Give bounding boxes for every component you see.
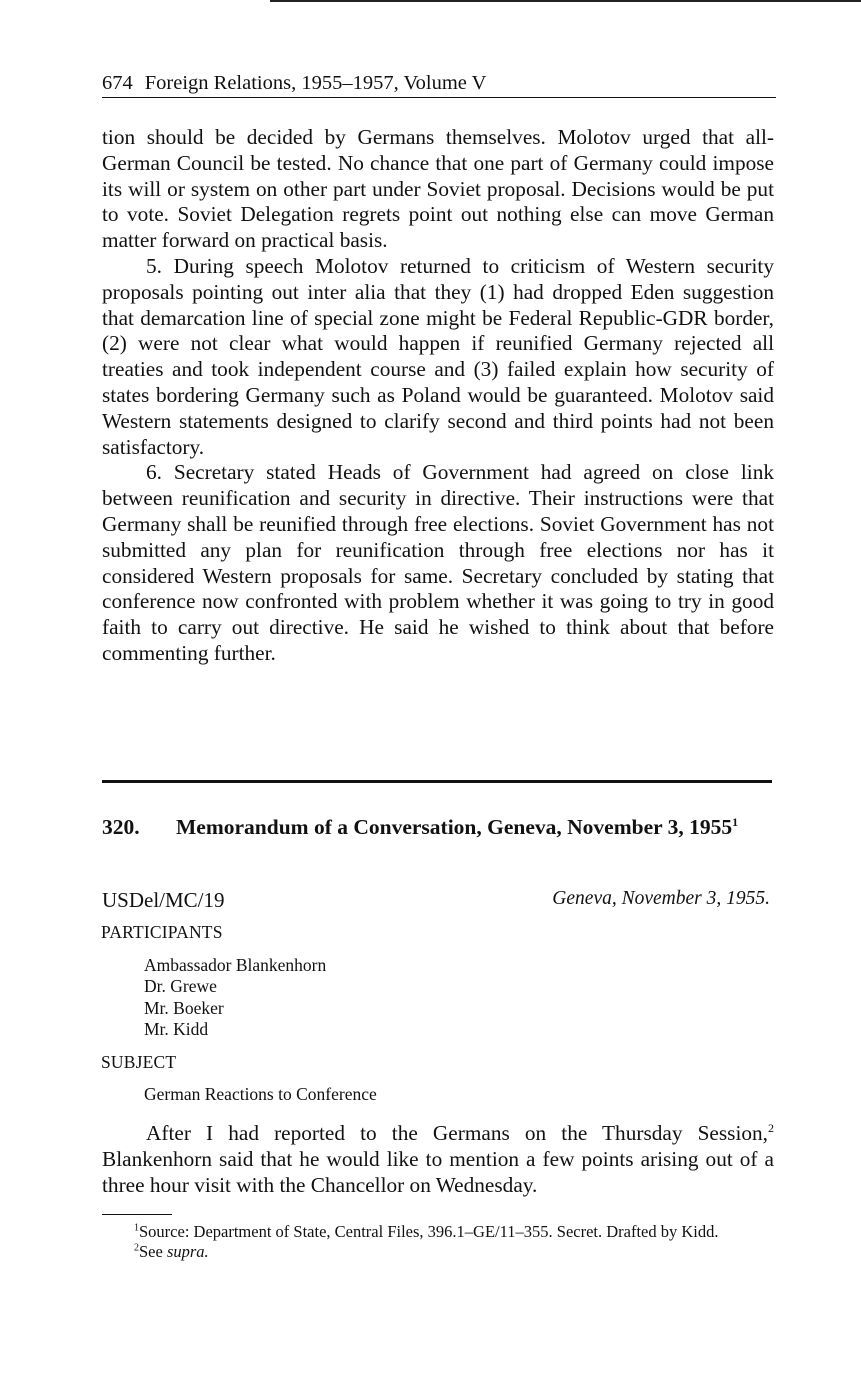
section-divider [102,780,772,783]
document-number: 320. [102,815,140,839]
subject-label: SUBJECT [101,1052,177,1072]
participant: Mr. Boeker [144,997,224,1018]
footnote-2: $^2$See supra. [134,1241,209,1261]
place-and-date: Geneva, November 3, 1955. [552,888,770,909]
footnotes [100,1222,770,1261]
document-heading [102,815,774,840]
subject-text: German Reactions to Conference [144,1084,377,1104]
footnote-ref-2: 2 [768,1120,774,1135]
participant: Dr. Grewe [144,976,217,997]
participant: Ambassador Blankenhorn [144,955,327,975]
document-reference: USDel/MC/19 [102,888,225,912]
participant: Mr. Kidd [144,1018,209,1039]
document-title: Memorandum of a Conversation, Geneva, November 3, 1955$^1$ [176,814,739,839]
running-head [102,70,776,98]
participants-list [144,955,326,1040]
page-number: 674 [102,72,133,94]
paragraph-continuation: tion should be decided by Germans themselves. Molotov urged that all-German Council be tested. No chance that one part of Germany could impose its will or system on other part under Soviet proposal. Decisions would be put to vote. Soviet Delegation regrets point out nothing else can move German matter forward on practical basis. [102,125,774,253]
memo-paragraph: After I had reported to the Germans on the Thursday Session,$^2$ Blankenhorn said that he would like to mention a few points arising out of a three hour visit with the Chancellor on Wednesday. [102,1120,774,1197]
volume-title: Foreign Relations, 1955–1957, Volume V [144,72,487,94]
body-text [102,125,774,667]
footnote-rule [102,1214,172,1215]
top-border-line [270,0,861,2]
paragraph-5: 5. During speech Molotov returned to criticism of Western security proposals pointing out inter alia that they (1) had dropped Eden suggestion that demarcation line of special zone might be Federal Republic-GDR border, (2) were not clear what would happen if reunified Germany rejected all treaties and took independent course and (3) failed explain how security of states bordering Germany such as Poland would be guaranteed. Molotov said Western statements designed to clarify second and third points had not been satisfactory. [102,253,774,459]
footnote-1: $^1$Source: Department of State, Central Files, 396.1–GE/11–355. Secret. Drafted by Kidd. [134,1222,719,1241]
document-reference-line [102,888,770,913]
participants-label: PARTICIPANTS [101,922,223,942]
paragraph-6: 6. Secretary stated Heads of Government had agreed on close link between reunification and security in directive. Their instructions were that Germany shall be reunified through free elections. Soviet Government has not submitted any plan for reunification through free elections nor has it considered Western proposals for same. Secretary concluded by stating that conference now confronted with problem whether it was going to try in good faith to carry out directive. He said he wished to think about that before commenting further. [102,460,774,665]
footnote-ref-1: 1 [732,814,739,829]
